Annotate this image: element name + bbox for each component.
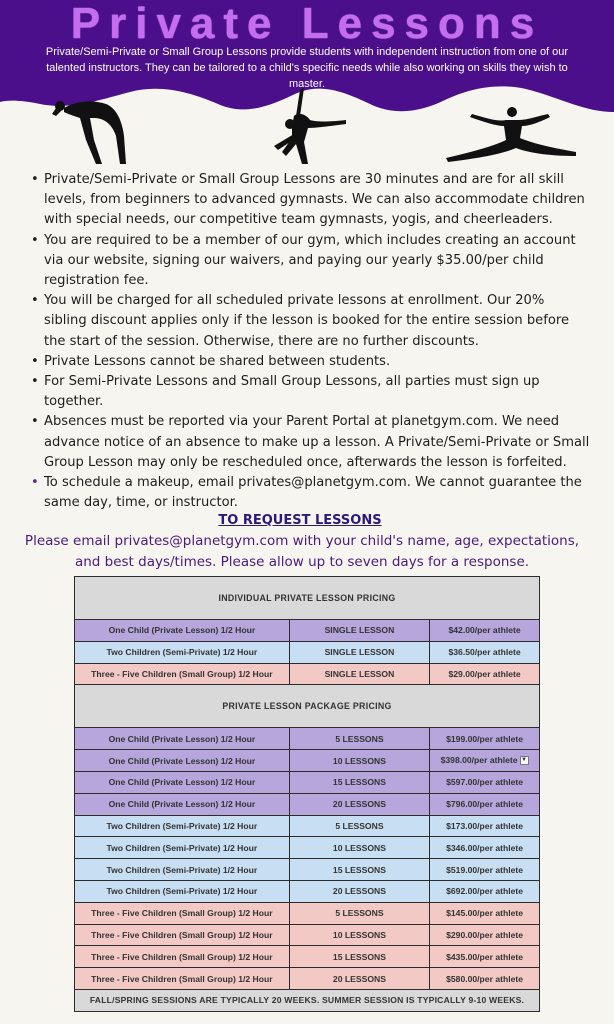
price-cell: $692.00/per athlete [430,880,540,902]
price-value: $398.00/per athlete [440,755,518,766]
lesson-type-cell: One Child (Private Lesson) 1/2 Hour [75,620,290,642]
list-item: • Absences must be reported via your Parent Portal at planetgym.com. We need advance notice of an absence to make up a lesson. A Private/Semi-Private or Small Group Lesson may only be rescheduled once, afterwards the lesson is forfeited. [30,412,590,473]
lesson-count-cell: 10 LESSONS [289,750,429,772]
table-row [75,771,540,793]
table-row [75,946,540,968]
package-pricing-heading: PRIVATE LESSON PACKAGE PRICING [75,685,540,728]
price-cell: $580.00/per athlete [430,968,540,990]
lesson-type-cell: Two Children (Semi-Private) 1/2 Hour [75,815,290,837]
lesson-count-cell: 20 LESSONS [289,968,429,990]
list-item: • For Semi-Private Lessons and Small Group Lessons, all parties must sign up together. [30,372,590,412]
price-cell: $173.00/per athlete [430,815,540,837]
list-item: • You are required to be a member of our gym, which includes creating an account via our website, signing our waivers, and paying our yearly $35.00/per child registration fee. [30,231,590,292]
table-section-header [75,685,540,728]
lesson-count-cell: 15 LESSONS [289,771,429,793]
price-cell: $29.00/per athlete [430,663,540,685]
table-row [75,728,540,750]
lesson-count-cell: SINGLE LESSON [289,641,429,663]
list-item: • Private/Semi-Private or Small Group Lessons are 30 minutes and are for all skill levels, from beginners to advanced gymnasts. We can also accommodate children with special needs, our competitive team gymnasts, yogis, and cheerleaders. [30,170,590,231]
table-row [75,815,540,837]
price-cell: $519.00/per athlete [430,859,540,881]
price-cell: $42.00/per athlete [430,620,540,642]
pricing-table [74,576,540,1012]
lesson-count-cell: 5 LESSONS [289,815,429,837]
lesson-count-cell: 20 LESSONS [289,880,429,902]
lesson-type-cell: Two Children (Semi-Private) 1/2 Hour [75,641,290,663]
table-row [75,620,540,642]
lesson-type-cell: One Child (Private Lesson) 1/2 Hour [75,750,290,772]
lesson-type-cell: Three - Five Children (Small Group) 1/2 Hour [75,968,290,990]
lesson-type-cell: Three - Five Children (Small Group) 1/2 Hour [75,946,290,968]
price-cell: $145.00/per athlete [430,902,540,924]
list-item: • You will be charged for all scheduled private lessons at enrollment. Our 20% sibling discount applies only if the lesson is booked for the entire session before the start of the session. Otherwise, there are no further discounts. [30,291,590,352]
price-cell: $36.50/per athlete [430,641,540,663]
request-heading: TO REQUEST LESSONS [218,513,382,528]
lesson-type-cell: One Child (Private Lesson) 1/2 Hour [75,728,290,750]
lesson-count-cell: 5 LESSONS [289,902,429,924]
table-row [75,924,540,946]
list-item: • To schedule a makeup, email privates@planetgym.com. We cannot guarantee the same day, time, or instructor. [30,473,590,513]
request-text: Please email privates@planetgym.com with your child's name, age, expectations, and best days/times. Please allow up to seven days for a response. [24,533,580,570]
price-cell [430,750,540,772]
lesson-type-cell: Three - Five Children (Small Group) 1/2 Hour [75,924,290,946]
table-footer-row [75,989,540,1011]
dropdown-arrow-icon[interactable]: ▼ [521,756,527,763]
gymnast-split-leap-icon [442,104,578,166]
lesson-type-cell: Two Children (Semi-Private) 1/2 Hour [75,837,290,859]
lesson-type-cell: Three - Five Children (Small Group) 1/2 Hour [75,902,290,924]
table-row [75,859,540,881]
table-row [75,750,540,772]
lesson-count-cell: SINGLE LESSON [289,620,429,642]
table-row [75,641,540,663]
lesson-count-cell: 10 LESSONS [289,837,429,859]
page-title: Private Lessons [70,0,544,48]
individual-pricing-heading: INDIVIDUAL PRIVATE LESSON PRICING [75,577,540,620]
gymnast-backbend-icon [50,96,130,168]
lesson-count-cell: 15 LESSONS [289,859,429,881]
lesson-count-cell: SINGLE LESSON [289,663,429,685]
lesson-type-cell: Three - Five Children (Small Group) 1/2 Hour [75,663,290,685]
price-cell: $290.00/per athlete [430,924,540,946]
price-cell: $346.00/per athlete [430,837,540,859]
price-cell: $796.00/per athlete [430,793,540,815]
list-item: • Private Lessons cannot be shared between students. [30,352,590,372]
lesson-type-cell: One Child (Private Lesson) 1/2 Hour [75,793,290,815]
price-cell: $435.00/per athlete [430,946,540,968]
price-cell: $199.00/per athlete [430,728,540,750]
table-row [75,880,540,902]
lesson-count-cell: 15 LESSONS [289,946,429,968]
session-length-note: FALL/SPRING SESSIONS ARE TYPICALLY 20 WEEKS. SUMMER SESSION IS TYPICALLY 9-10 WEEKS. [75,989,540,1011]
lesson-type-cell: Two Children (Semi-Private) 1/2 Hour [75,859,290,881]
table-row [75,837,540,859]
table-row [75,902,540,924]
table-section-header [75,577,540,620]
rules-list [30,170,590,513]
table-row [75,663,540,685]
lesson-type-cell: One Child (Private Lesson) 1/2 Hour [75,771,290,793]
lesson-count-cell: 5 LESSONS [289,728,429,750]
price-cell: $597.00/per athlete [430,771,540,793]
table-row [75,968,540,990]
lesson-type-cell: Two Children (Semi-Private) 1/2 Hour [75,880,290,902]
lesson-count-cell: 10 LESSONS [289,924,429,946]
header-subtitle: Private/Semi-Private or Small Group Lessons provide students with independent instruction from one of our talented instructors. They can be tailored to a child's specific needs while also working on skills they wish to master. [45,46,569,90]
lesson-count-cell: 20 LESSONS [289,793,429,815]
table-row [75,793,540,815]
gymnast-cartwheel-icon [264,86,348,166]
